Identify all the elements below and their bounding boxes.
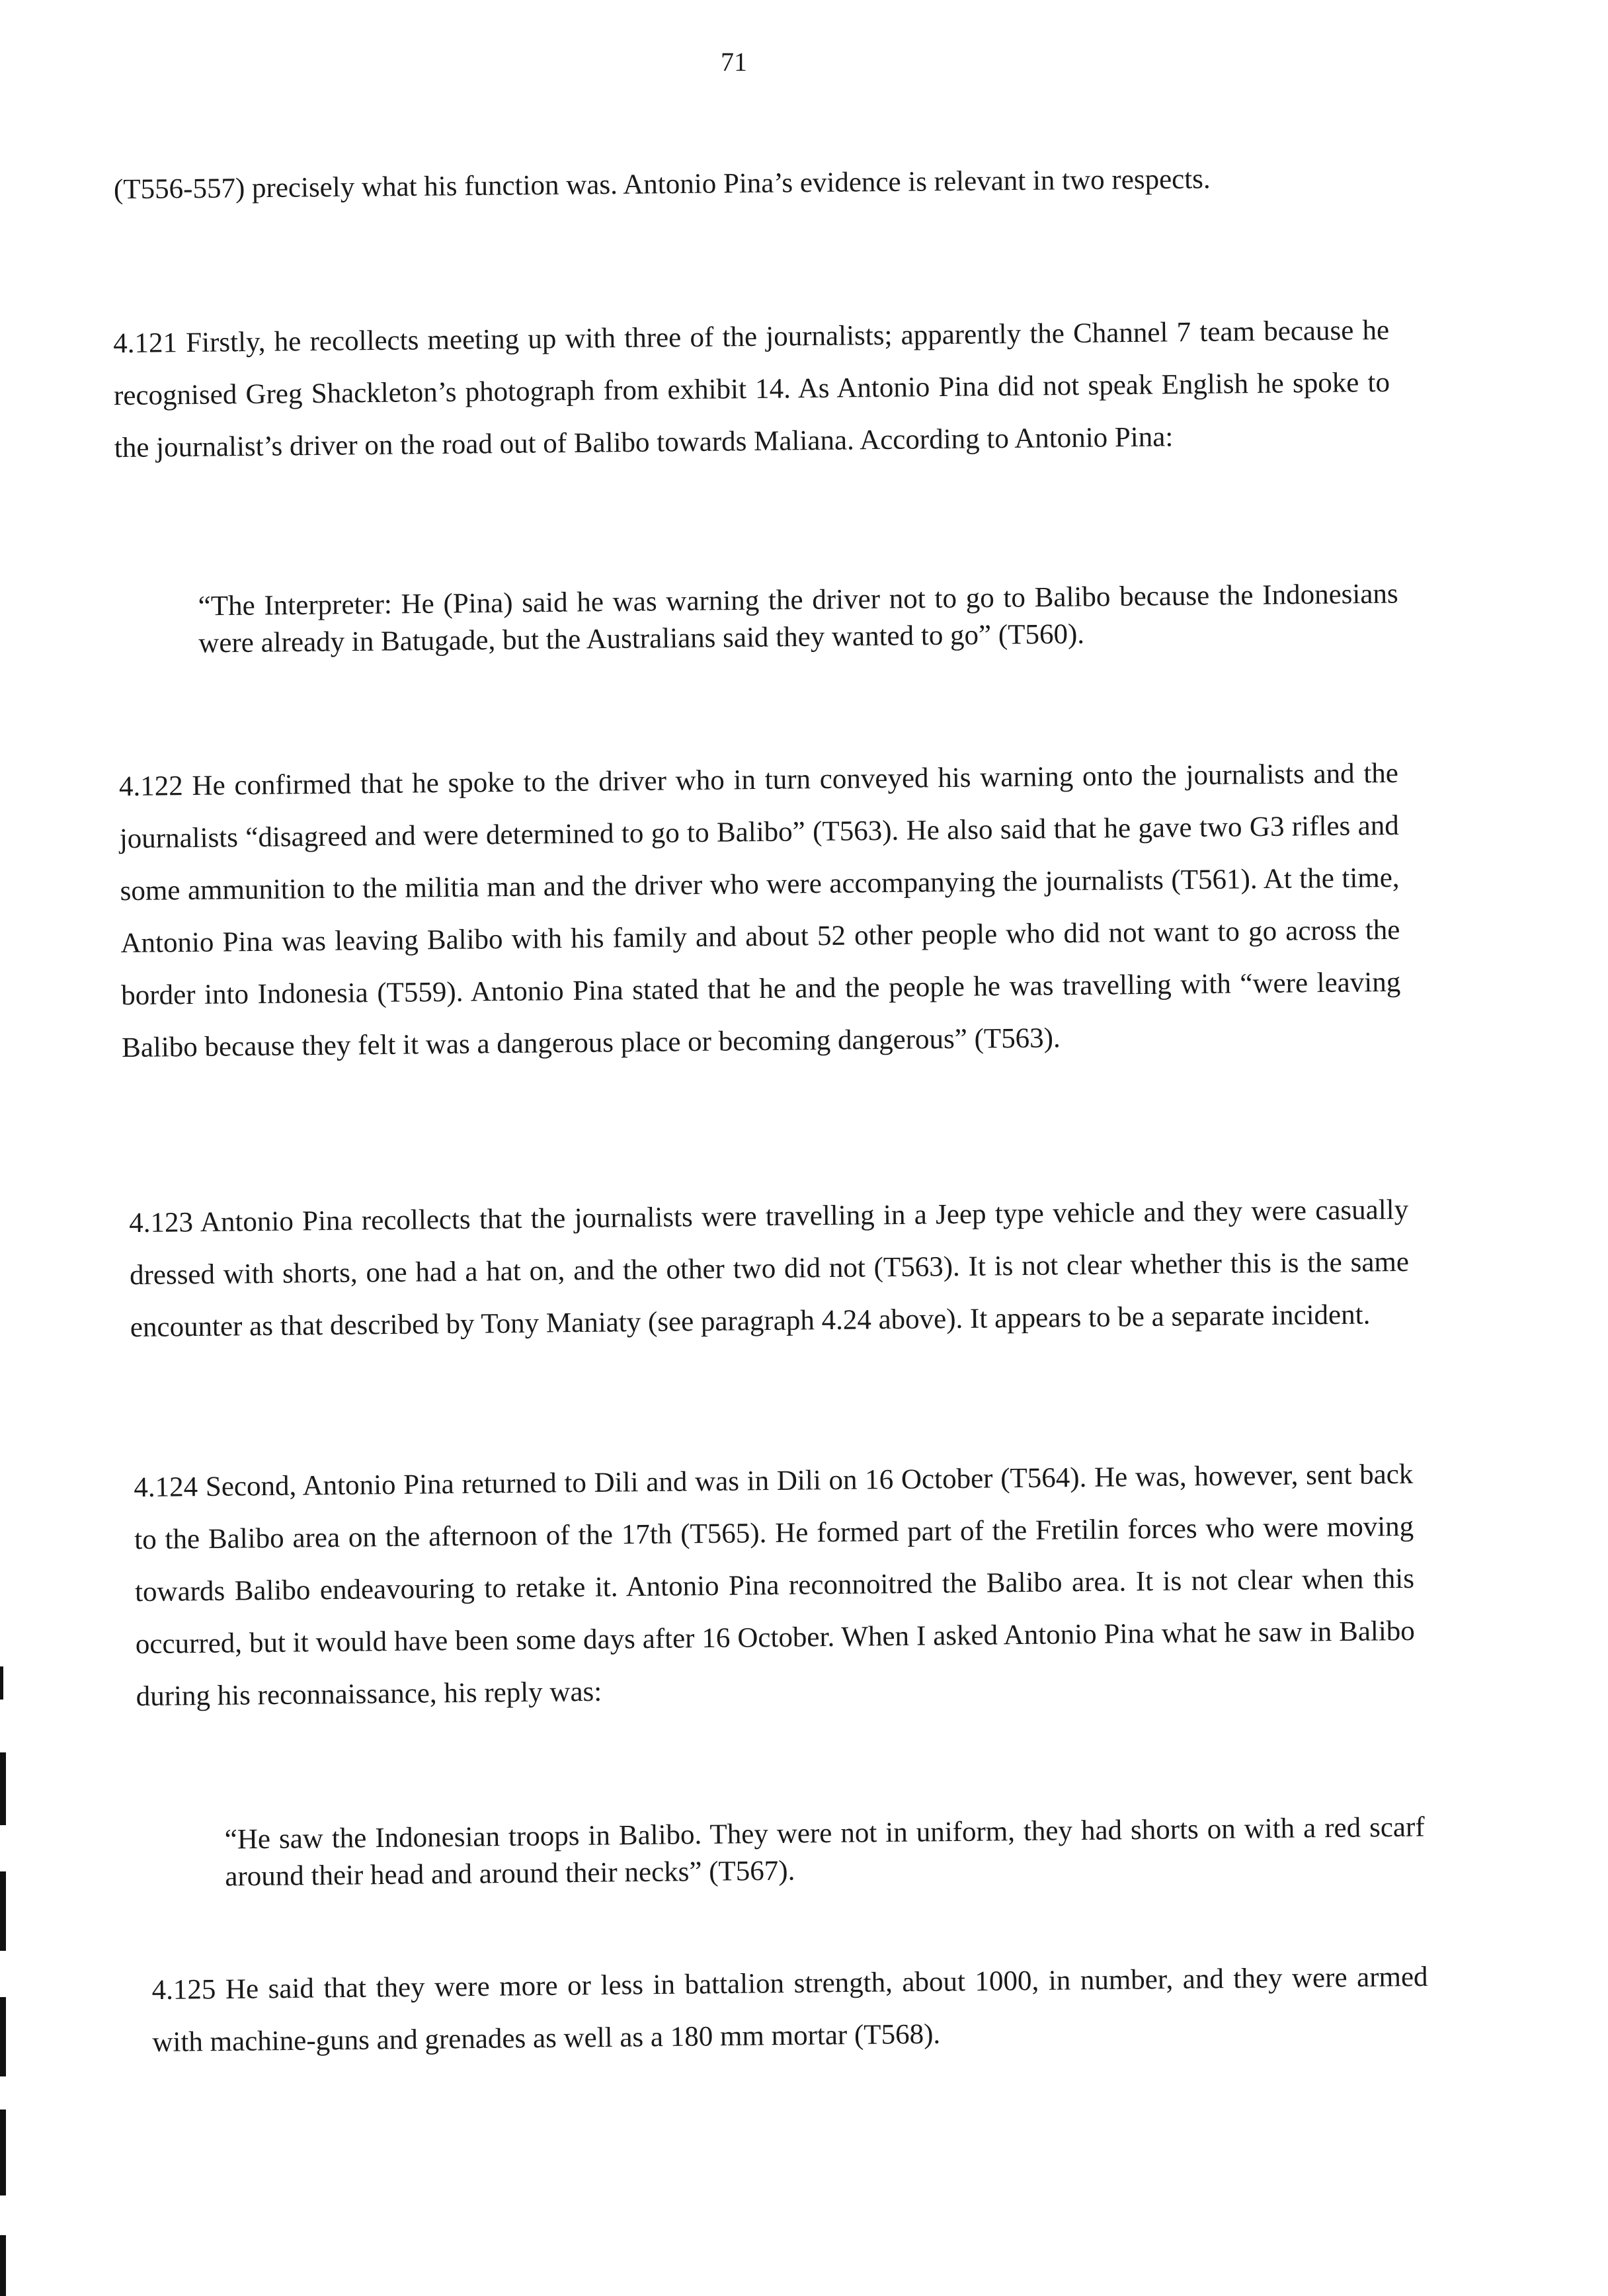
paragraph-4-125: 4.125 He said that they were more or less in battalion strength, about 1000, in number, and they were armed with machine-guns and grenades as well as a 180 mm mortar (T568). <box>151 1961 1428 2059</box>
paragraph-4-123: 4.123 Antonio Pina recollects that the journalists were travelling in a Jeep type vehicle and they were casually dressed with shorts, one had a hat on, and the other two did not (T563). It is not clear whether this is the same encounter as that described by Tony Maniaty (see paragraph 4.24 above). It appears to be a separate incident. <box>128 1194 1410 1344</box>
page-number: 71 <box>721 47 747 77</box>
binding-mark <box>0 2110 6 2195</box>
quote-interpreter: “The Interpreter: He (Pina) said he was warning the driver not to go to Balibo because the Indonesians were already in Batugade, but the Australians said they wanted to go” (T560). <box>198 578 1398 659</box>
binding-mark <box>0 1752 6 1825</box>
paragraph-4-121: 4.121 Firstly, he recollects meeting up with three of the journalists; apparently the Channel 7 team because he recognised Greg Shackleton’s photograph from exhibit 14. As Antonio Pina did not speak English he spoke to the journalist’s driver on the road out of Balibo towards Maliana. According to Antonio Pina: <box>112 314 1390 464</box>
paragraph-intro: (T556-557) precisely what his function was. Antonio Pina’s evidence is relevant in two respects. <box>113 163 1211 206</box>
paragraph-4-122: 4.122 He confirmed that he spoke to the driver who in turn conveyed his warning onto the journalists and the journalists “disagreed and were determined to go to Balibo” (T563). He also said that he gave two G3 rifles and some ammunition to the militia man and the driver who were accompanying the journalists (T561). At the time, Antonio Pina was leaving Balibo with his family and about 52 other people who did not want to go across the border into Indonesia (T559). Antonio Pina stated that he and the people he was travelling with “were leaving Balibo because they felt it was a dangerous place or becoming dangerous” (T563). <box>118 757 1401 1064</box>
binding-mark <box>0 1666 3 1700</box>
binding-mark <box>0 1997 6 2076</box>
binding-mark <box>0 2235 6 2296</box>
binding-mark <box>0 1871 6 1951</box>
paragraph-4-124: 4.124 Second, Antonio Pina returned to Dili and was in Dili on 16 October (T564). He was, however, sent back to the Balibo area on the afternoon of the 17th (T565). He formed part of the Fretilin forces who were moving towards Balibo endeavouring to retake it. Antonio Pina reconnoitred the Balibo area. It is not clear when this occurred, but it would have been some days after 16 October. When I asked Antonio Pina what he saw in Balibo during his reconnaissance, his reply was: <box>134 1458 1416 1713</box>
quote-indonesian-troops: “He saw the Indonesian troops in Balibo. They were not in uniform, they had shorts on with a red scarf around their head and around their necks” (T567). <box>224 1811 1425 1893</box>
